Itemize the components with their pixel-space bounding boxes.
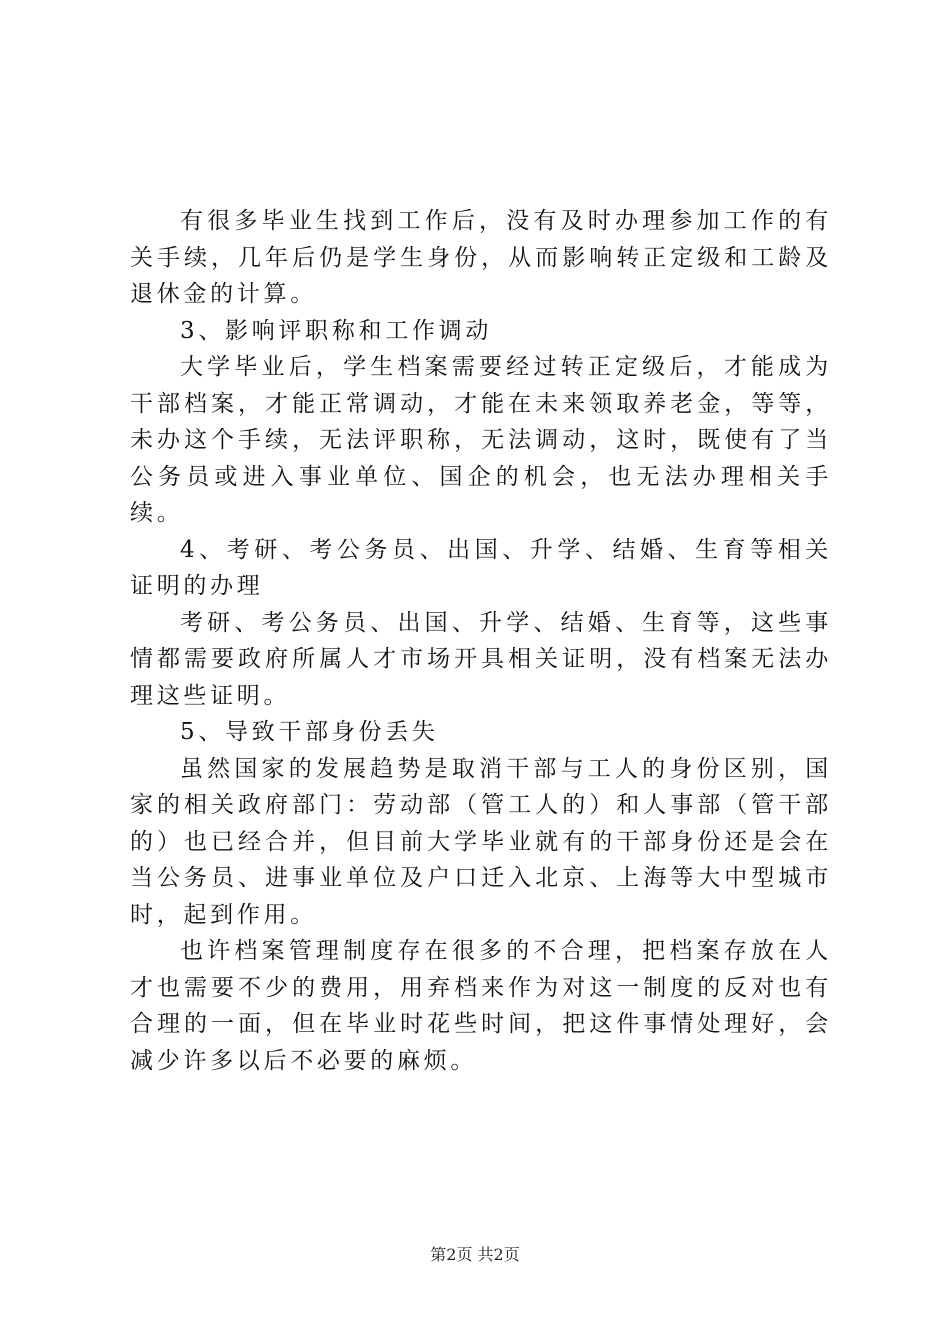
- paragraph-certificates: 考研、考公务员、出国、升学、结婚、生育等，这些事情都需要政府所属人才市场开具相关证明，没有档案无法办理这些证明。: [130, 609, 832, 709]
- paragraph-cadre-status: 虽然国家的发展趋势是取消干部与工人的身份区别，国家的相关政府部门：劳动部（管工人的）和人事部（管干部的）也已经合并，但目前大学毕业就有的干部身份还是会在当公务员、进事业单位及户口迁入北京、上海等大中型城市时，起到作用。: [130, 755, 832, 928]
- heading-cadre-status-loss: 5、导致干部身份丢失: [180, 719, 439, 745]
- heading-title-and-transfer: 3、影响评职称和工作调动: [180, 317, 493, 344]
- paragraph-conclusion: 也许档案管理制度存在很多的不合理，把档案存放在人才也需要不少的费用，用弃档来作为对这一制度的反对也有合理的一面，但在毕业时花些时间，把这件事情处理好，会减少许多以后不必要的麻烦。: [130, 938, 832, 1074]
- heading-certificates: 4、考研、考公务员、出国、升学、结婚、生育等相关证明的办理: [130, 536, 832, 599]
- paragraph-cadre-archive: 大学毕业后，学生档案需要经过转正定级后，才能成为干部档案，才能正常调动，才能在未来领取养老金，等等，未办这个手续，无法评职称，无法调动，这时，既使有了当公务员或进入事业单位、国企的机会，也无法办理相关手续。: [130, 354, 832, 526]
- paragraph-graduate-procedures: 有很多毕业生找到工作后，没有及时办理参加工作的有关手续，几年后仍是学生身份，从而影响转正定级和工龄及退休金的计算。: [130, 208, 832, 307]
- document-body: [130, 203, 832, 1079]
- page-number-footer: 第2页 共2页: [430, 1245, 520, 1264]
